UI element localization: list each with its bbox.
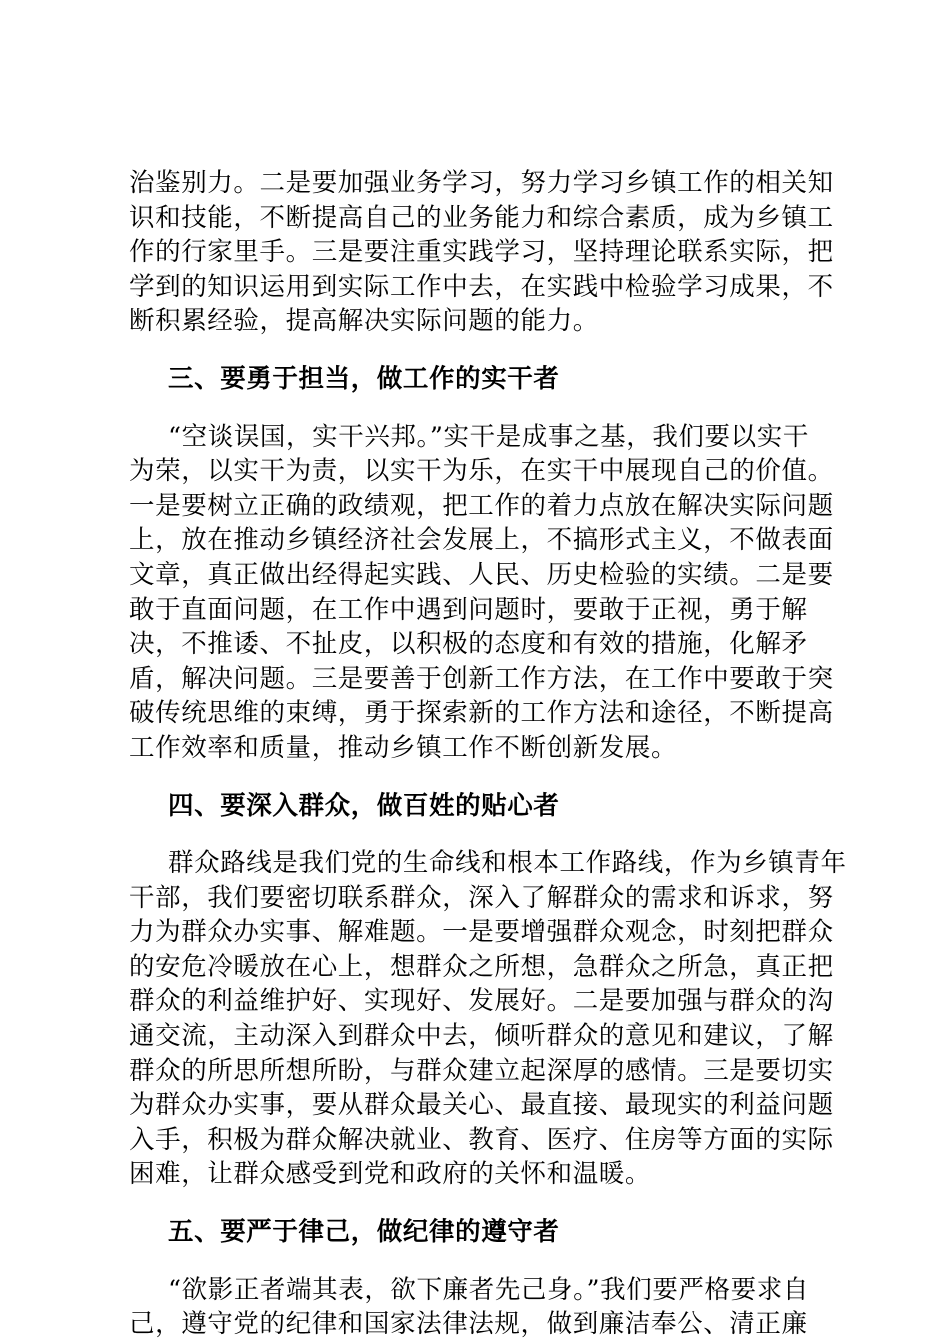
text-line: 群众的利益维护好、实现好、发展好。二是要加强与群众的沟 (129, 986, 834, 1017)
section-5-paragraph (129, 1273, 829, 1342)
text-line: 决，不推诿、不扯皮，以积极的态度和有效的措施，化解矛 (129, 629, 808, 660)
text-line: 盾，解决问题。三是要善于创新工作方法，在工作中要敢于突 (129, 663, 834, 694)
text-line: 文章，真正做出经得起实践、人民、历史检验的实绩。二是要 (129, 559, 834, 590)
text-line: 的安危冷暖放在心上，想群众之所想，急群众之所急，真正把 (129, 951, 834, 982)
text-line: 上，放在推动乡镇经济社会发展上，不搞形式主义，不做表面 (129, 525, 834, 556)
text-line: 一是要树立正确的政绩观，把工作的着力点放在解决实际问题 (129, 490, 834, 521)
text-line: 入手，积极为群众解决就业、教育、医疗、住房等方面的实际 (129, 1124, 834, 1155)
text-line: 识和技能，不断提高自己的业务能力和综合素质，成为乡镇工 (129, 202, 834, 233)
section-heading-3: 三、要勇于担当，做工作的实干者 (168, 363, 560, 394)
text-line: 群众路线是我们党的生命线和根本工作路线，作为乡镇青年 (168, 848, 847, 879)
section-4-paragraph (129, 846, 847, 1192)
text-line: 为荣，以实干为责，以实干为乐，在实干中展现自己的价值。 (129, 456, 834, 487)
paragraph-continued (129, 166, 834, 339)
text-line: 破传统思维的束缚，勇于探索新的工作方法和途径，不断提高 (129, 698, 834, 729)
text-line: 力为群众办实事、解难题。一是要增强群众观念，时刻把群众 (129, 917, 834, 948)
text-line: 工作效率和质量，推动乡镇工作不断创新发展。 (129, 732, 678, 763)
text-line: 为群众办实事，要从群众最关心、最直接、最现实的利益问题 (129, 1090, 834, 1121)
text-line: 通交流，主动深入到群众中去，倾听群众的意见和建议，了解 (129, 1021, 834, 1052)
text-line: 己，遵守党的纪律和国家法律法规，做到廉洁奉公、清正廉 (129, 1309, 808, 1340)
text-line: 治鉴别力。二是要加强业务学习，努力学习乡镇工作的相关知 (129, 168, 834, 198)
text-line: 学到的知识运用到实际工作中去，在实践中检验学习成果，不 (129, 271, 834, 302)
text-line: 干部，我们要密切联系群众，深入了解群众的需求和诉求，努 (129, 882, 834, 913)
section-heading-5: 五、要严于律己，做纪律的遵守者 (168, 1217, 560, 1248)
section-3-paragraph (129, 420, 834, 766)
section-heading-4: 四、要深入群众，做百姓的贴心者 (168, 790, 560, 821)
text-line: 作的行家里手。三是要注重实践学习，坚持理论联系实际，把 (129, 237, 834, 268)
text-line: 群众的所思所想所盼，与群众建立起深厚的感情。三是要切实 (129, 1055, 834, 1086)
text-line: 断积累经验，提高解决实际问题的能力。 (129, 306, 599, 337)
text-line: 敢于直面问题，在工作中遇到问题时，要敢于正视，勇于解 (129, 594, 808, 625)
text-line: 困难，让群众感受到党和政府的关怀和温暖。 (129, 1159, 652, 1190)
document-page (129, 166, 847, 1342)
text-line: “空谈误国，实干兴邦。”实干是成事之基，我们要以实干 (168, 421, 809, 452)
text-line: “欲影正者端其表，欲下廉者先己身。”我们要严格要求自 (168, 1274, 809, 1305)
